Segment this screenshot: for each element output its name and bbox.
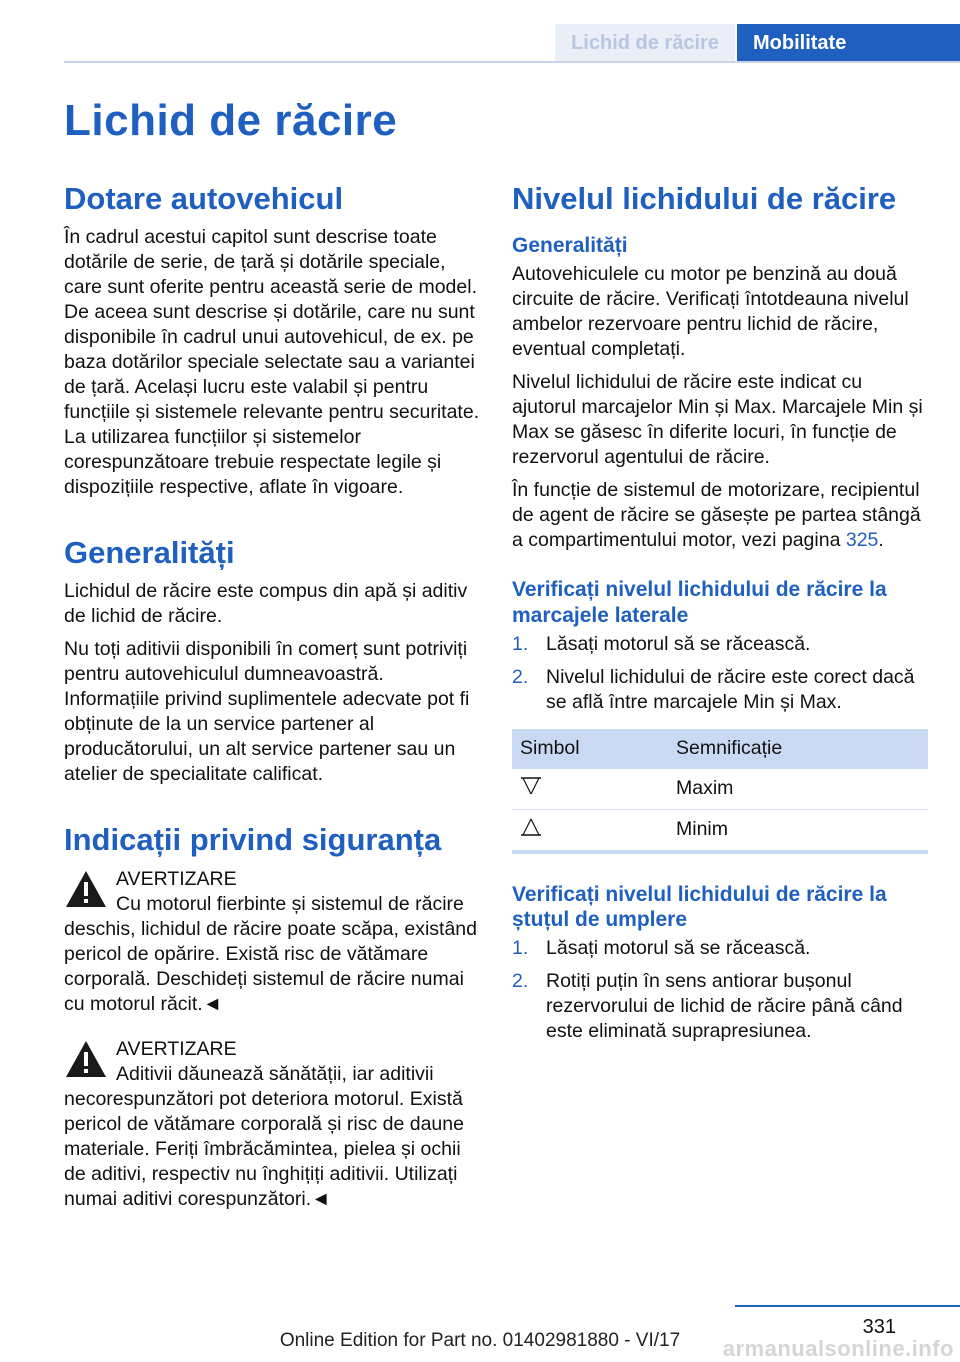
header-rule	[64, 61, 960, 63]
nivel-paragraph-3	[512, 478, 928, 553]
edition-footer: Online Edition for Part no. 01402981880 - VI/17	[279, 1330, 681, 1351]
dotare-heading: Dotare autovehicul	[64, 181, 344, 216]
step-number: 1.	[512, 632, 529, 655]
column-header-meaning: Semnificație	[668, 729, 928, 769]
step-text: Nivelul lichidului de răcire este corect dacă se află între marcajele Min și Max.	[546, 665, 915, 713]
generalitati-paragraph-1: Lichidul de răcire este compus din apă și aditiv de lichid de răcire.	[64, 580, 468, 628]
symbol-cell	[512, 769, 668, 810]
dotare-text: În cadrul acestui capitol sunt descrise toate dotările de serie, de țară și dotările speciale, care sunt oferite pentru această serie de model. De aceea sunt descrise și dotările, care nu sunt disponibile în cadrul unui autovehicul, de ex. pe baza dotărilor speciale selectate sau a variantei de țară. Același lucru este valabil și pentru funcțiile și sistemele relevante pentru securitate. La utilizarea funcțiilor și sistemelor corespunzătoare trebuie respectate legile și dispozițiile respective, aflate în vigoare.	[64, 226, 480, 499]
step-number: 2.	[512, 665, 529, 688]
siguranta-heading: Indicații privind siguranța	[64, 822, 442, 858]
symbol-table	[512, 729, 928, 854]
warning-triangle-icon	[64, 1039, 108, 1079]
warning-label: AVERTIZARE	[116, 867, 237, 890]
table-header-row	[512, 729, 928, 769]
right-column	[512, 180, 928, 1052]
list-item	[512, 969, 928, 1044]
min-mark-icon	[520, 817, 542, 837]
generalitati-paragraph-2: Nu toți aditivii disponibili în comerț sunt potriviți pentru autovehiculul dumneavoastră. Informațiile privind suplimentele adecvate pot fi obținute de la un service partener al producătorului, un alt service partener sau un atelier de specialitate calificat.	[64, 638, 470, 786]
watermark: armanualsonline.info	[722, 1336, 954, 1361]
warning-triangle-icon	[64, 869, 108, 909]
laterale-heading: Verificați nivelul lichidului de răcire la marcajele laterale	[512, 578, 887, 627]
list-item	[512, 665, 928, 715]
left-column	[64, 180, 480, 1220]
warning-text: Aditivii dăunează sănătății, iar aditivii necorespunzători pot deteriora motorul. Există pericol de vătămare corporală și risc de daune materiale. Feriți îmbrăcămintea, pielea și ochii de aditivi, respectiv nu înghițiți aditivii. Utilizați numai aditivi corespunzători.◄	[64, 1062, 464, 1210]
warning-block-1	[64, 867, 480, 1017]
step-number: 1.	[512, 937, 529, 960]
table-row	[512, 809, 928, 852]
nivel-paragraph-2: Nivelul lichidului de răcire este indicat cu ajutorul marcajelor Min și Max. Marcajele Min și Max se găsesc în diferite locuri, în funcție de rezervorul agentului de răcire.	[512, 371, 923, 469]
warning-label: AVERTIZARE	[116, 1037, 237, 1060]
header-section-tab: Lichid de răcire	[555, 24, 735, 62]
laterale-steps	[512, 632, 928, 715]
step-text: Rotiți puțin în sens antiorar bușonul rezervorului de lichid de răcire până când este eliminată suprapresiunea.	[546, 970, 903, 1043]
nivel-paragraph-3-text: În funcție de sistemul de motorizare, recipientul de agent de răcire se găsește pe partea stângă a compartimentului motor, vezi pagina	[512, 479, 921, 552]
stut-heading: Verificați nivelul lichidului de răcire la ștuțul de umplere	[512, 882, 887, 931]
meaning-cell: Maxim	[668, 769, 928, 810]
nivel-heading: Nivelul lichidului de răcire	[512, 181, 897, 216]
table-row	[512, 769, 928, 810]
header-chapter-tab: Mobilitate	[737, 24, 960, 62]
footer-rule	[735, 1305, 960, 1307]
stut-steps	[512, 936, 928, 1044]
generalitati-heading: Generalități	[64, 535, 235, 571]
page-link-325[interactable]: 325	[845, 529, 879, 552]
list-item	[512, 936, 928, 961]
list-item	[512, 632, 928, 657]
nivel-paragraph-1: Autovehiculele cu motor pe benzină au două circuite de răcire. Verificați întotdeauna nivelul ambelor rezervoare pentru lichid de răcire, eventual completați.	[512, 263, 909, 361]
symbol-cell	[512, 809, 668, 852]
page-number: 331	[862, 1316, 896, 1338]
meaning-cell: Minim	[668, 809, 928, 852]
max-mark-icon	[520, 776, 542, 796]
warning-block-2	[64, 1037, 480, 1212]
nivel-paragraph-3-end: .	[878, 529, 884, 552]
step-text: Lăsați motorul să se răcească.	[546, 937, 811, 960]
step-text: Lăsați motorul să se răcească.	[546, 632, 811, 655]
column-header-symbol: Simbol	[512, 729, 668, 769]
step-number: 2.	[512, 970, 529, 993]
nivel-subheading: Generalități	[512, 234, 628, 258]
page-title: Lichid de răcire	[64, 96, 398, 145]
warning-text: Cu motorul fierbinte și sistemul de răcire deschis, lichidul de răcire poate scăpa, existând pericol de opărire. Există risc de vătămare corporală. Deschideți sistemul de răcire numai cu motorul răcit.◄	[64, 892, 477, 1015]
